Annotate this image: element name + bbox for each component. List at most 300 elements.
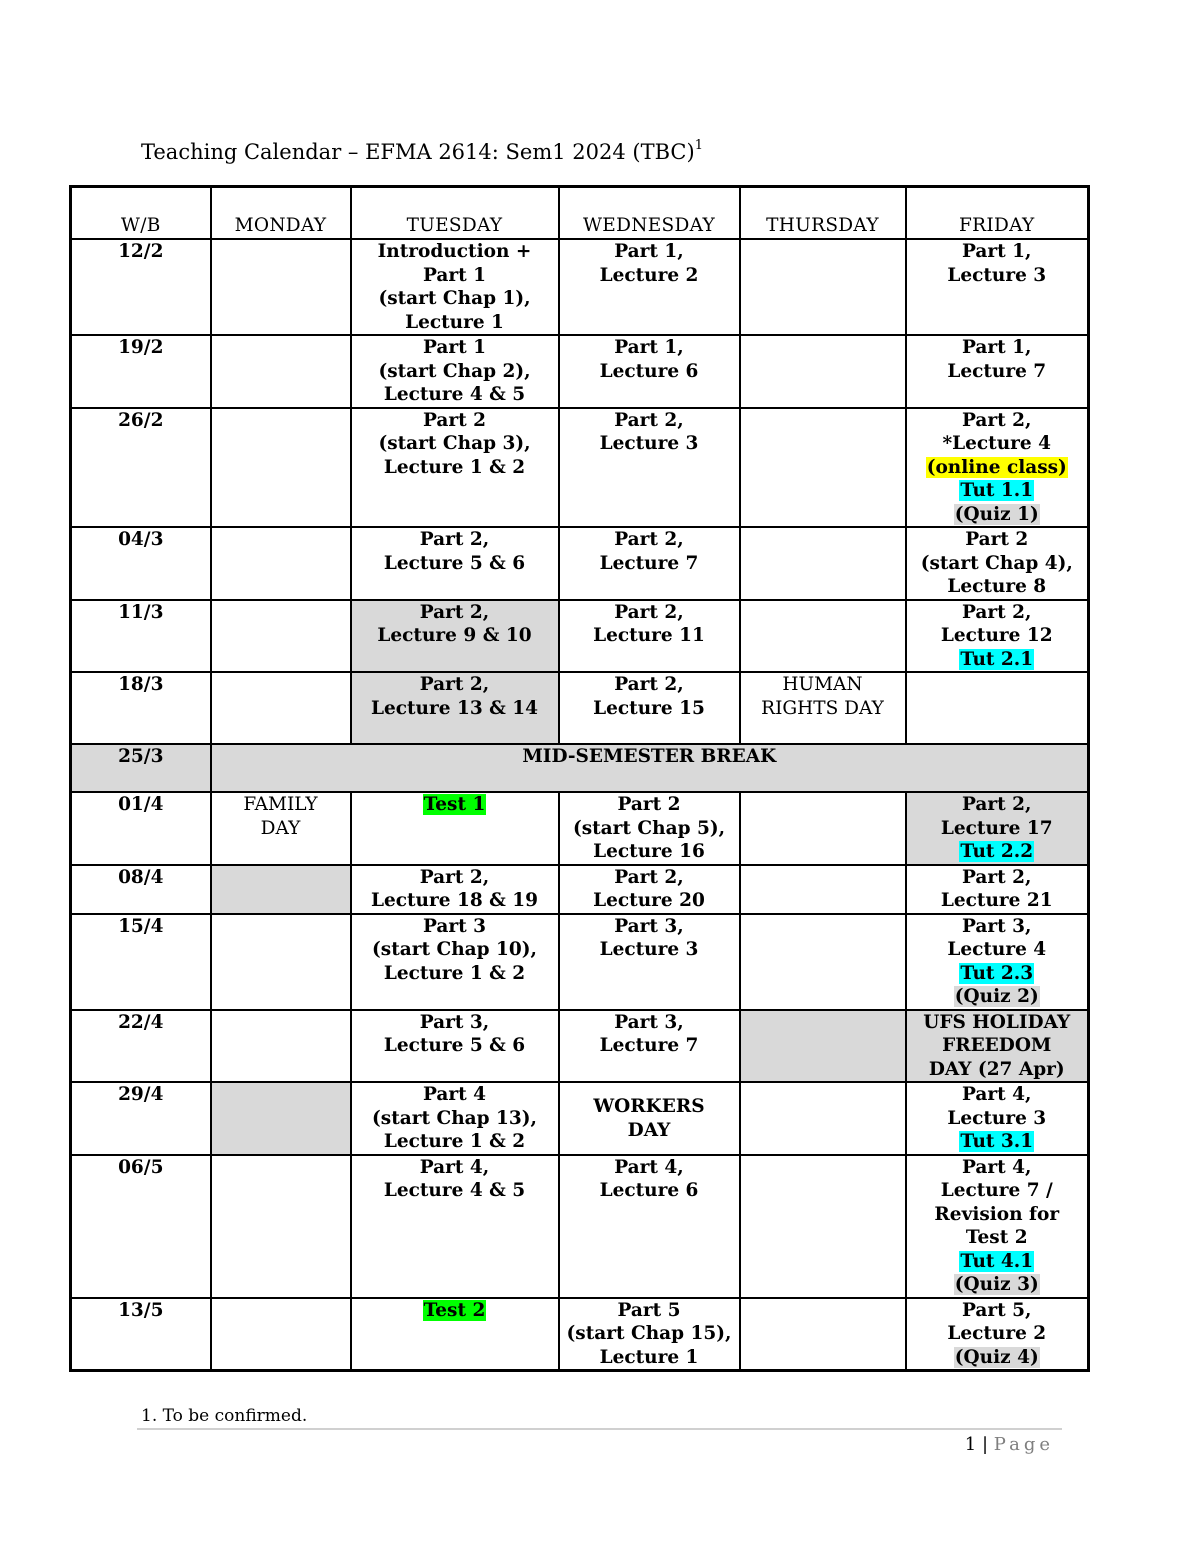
- entry-line: [562, 552, 737, 576]
- entry-line: [354, 866, 556, 890]
- day-cell-mon: [211, 1298, 351, 1371]
- entry-line: [909, 889, 1086, 913]
- day-cell-fri: [906, 1010, 1089, 1083]
- header-row: [71, 187, 1089, 240]
- highlighted-entry: (Quiz 1): [954, 503, 1039, 525]
- entry-text: Lecture 5 & 6: [383, 1035, 526, 1056]
- day-cell-thu: [740, 865, 906, 914]
- entry-line: [909, 1058, 1086, 1082]
- entry-line: [562, 889, 737, 913]
- week-start-cell: 13/5: [71, 1298, 211, 1371]
- entry-text: Part 1,: [614, 241, 684, 262]
- entry-line: [562, 1179, 737, 1203]
- day-cell-fri: [906, 600, 1089, 673]
- table-row: [71, 408, 1089, 528]
- day-cell-mon: [211, 672, 351, 744]
- day-cell-tue: [351, 1082, 559, 1155]
- day-cell-wed: [559, 408, 740, 528]
- day-cell-thu: [740, 792, 906, 865]
- entry-line: [562, 1299, 737, 1323]
- entry-text: Lecture 4 & 5: [383, 1180, 526, 1201]
- entry-line: [214, 817, 348, 841]
- entry-text: FAMILY: [243, 794, 318, 815]
- day-cell-fri: [906, 1155, 1089, 1298]
- footer-rule: [137, 1428, 1062, 1430]
- entry-text: Revision for: [934, 1203, 1060, 1225]
- day-cell-fri: [906, 408, 1089, 528]
- entry-text: Part 2,: [962, 866, 1032, 888]
- entry-line: [354, 240, 556, 264]
- week-start-cell: 06/5: [71, 1155, 211, 1298]
- document-title: [141, 140, 703, 164]
- entry-line: [909, 938, 1086, 962]
- entry-text: FREEDOM: [942, 1035, 1052, 1056]
- entry-line: [562, 1156, 737, 1180]
- entry-text: Lecture 1 & 2: [383, 456, 526, 478]
- entry-text: Lecture 16: [593, 841, 705, 862]
- entry-line: [562, 1011, 737, 1035]
- entry-line: [909, 240, 1086, 264]
- entry-text: Lecture 11: [593, 625, 705, 646]
- title-text: Teaching Calendar – EFMA 2614: Sem1 2024 (TBC): [141, 140, 695, 164]
- entry-line: [909, 575, 1086, 599]
- day-cell-thu: [740, 1082, 906, 1155]
- entry-text: Part 4,: [962, 1156, 1032, 1178]
- entry-line: [909, 962, 1086, 986]
- entry-text: Lecture 3: [599, 433, 699, 454]
- entry-text: Lecture 3: [947, 1107, 1047, 1129]
- entry-line: [562, 1095, 737, 1119]
- entry-line: [562, 697, 737, 721]
- entry-text: Lecture 13 & 14: [370, 697, 539, 719]
- table-row: [71, 239, 1089, 335]
- day-cell-fri: [906, 1082, 1089, 1155]
- entry-line: [354, 1130, 556, 1154]
- highlighted-entry: (Quiz 2): [954, 986, 1039, 1007]
- entry-text: Part 5,: [962, 1299, 1032, 1321]
- entry-text: Lecture 1 & 2: [383, 1131, 526, 1152]
- highlighted-entry: (Quiz 4): [954, 1346, 1039, 1368]
- day-cell-wed: [559, 600, 740, 673]
- day-cell-wed: [559, 865, 740, 914]
- entry-text: Part 4,: [419, 1156, 490, 1178]
- entry-line: [354, 793, 556, 817]
- entry-text: Part 3,: [962, 915, 1032, 937]
- mid-semester-break-cell: MID-SEMESTER BREAK: [211, 744, 1089, 792]
- entry-line: [562, 360, 737, 384]
- entry-text: Test 2: [965, 1227, 1028, 1248]
- entry-text: Part 2: [422, 409, 486, 431]
- day-cell-thu: [740, 408, 906, 528]
- entry-line: [562, 1346, 737, 1370]
- day-cell-thu: [740, 914, 906, 1010]
- entry-text: Lecture 18 & 19: [370, 890, 539, 911]
- entry-line: [562, 866, 737, 890]
- entry-line: [909, 915, 1086, 939]
- entry-line: [909, 1130, 1086, 1154]
- day-cell-fri: [906, 914, 1089, 1010]
- entry-text: Lecture 4: [947, 939, 1047, 960]
- entry-text: Lecture 6: [599, 1180, 699, 1201]
- entry-text: (start Chap 1),: [378, 288, 531, 309]
- week-start-cell: 12/2: [71, 239, 211, 335]
- entry-line: [562, 793, 737, 817]
- entry-line: [909, 479, 1086, 503]
- entry-text: DAY: [627, 1119, 671, 1141]
- day-cell-fri: [906, 672, 1089, 744]
- entry-text: Part 4: [422, 1084, 486, 1105]
- col-header-wednesday: WEDNESDAY: [559, 187, 740, 240]
- entry-text: Lecture 8: [947, 576, 1047, 597]
- day-cell-thu: [740, 672, 906, 744]
- day-cell-wed: [559, 335, 740, 408]
- entry-line: [562, 938, 737, 962]
- page-number: [965, 1434, 1054, 1455]
- entry-text: WORKERS: [593, 1096, 705, 1117]
- entry-text: HUMAN: [782, 674, 863, 695]
- entry-line: [562, 840, 737, 864]
- week-start-cell: 22/4: [71, 1010, 211, 1083]
- day-cell-wed: [559, 239, 740, 335]
- entry-line: [354, 287, 556, 311]
- day-cell-thu: [740, 527, 906, 600]
- day-cell-tue: [351, 239, 559, 335]
- table-row: [71, 744, 1089, 792]
- entry-text: Lecture 7 /: [940, 1180, 1053, 1201]
- entry-line: [562, 1119, 737, 1143]
- entry-text: Part 1,: [962, 241, 1032, 262]
- table-row: [71, 1298, 1089, 1371]
- entry-line: [909, 1226, 1086, 1250]
- page-separator: |: [981, 1434, 989, 1455]
- day-cell-mon: [211, 792, 351, 865]
- entry-line: [354, 1083, 556, 1107]
- entry-line: [909, 552, 1086, 576]
- entry-text: Part 1,: [962, 337, 1032, 358]
- entry-line: [909, 1179, 1086, 1203]
- week-start-cell: 11/3: [71, 600, 211, 673]
- week-start-cell: 29/4: [71, 1082, 211, 1155]
- day-cell-wed: [559, 914, 740, 1010]
- entry-line: [354, 601, 556, 625]
- entry-line: [354, 915, 556, 939]
- table-row: [71, 865, 1089, 914]
- day-cell-tue: [351, 600, 559, 673]
- teaching-calendar-table: [69, 185, 1090, 1372]
- entry-text: Part 4,: [962, 1084, 1032, 1105]
- entry-line: [909, 1203, 1086, 1227]
- day-cell-mon: [211, 1010, 351, 1083]
- entry-line: [354, 697, 556, 721]
- entry-line: [909, 866, 1086, 890]
- entry-line: [354, 552, 556, 576]
- day-cell-fri: [906, 527, 1089, 600]
- week-start-cell: 26/2: [71, 408, 211, 528]
- entry-text: Lecture 20: [593, 890, 705, 911]
- entry-text: *Lecture 4: [942, 433, 1052, 454]
- entry-line: [354, 1179, 556, 1203]
- entry-line: [909, 1299, 1086, 1323]
- footnote-ref: 1: [694, 138, 703, 153]
- day-cell-mon: [211, 865, 351, 914]
- entry-line: [354, 264, 556, 288]
- entry-text: DAY: [260, 817, 301, 839]
- week-start-cell: 18/3: [71, 672, 211, 744]
- entry-text: Lecture 2: [947, 1323, 1047, 1344]
- entry-text: Part 2,: [614, 601, 684, 623]
- entry-text: Part 2,: [419, 529, 490, 550]
- entry-line: [909, 409, 1086, 433]
- entry-line: [354, 528, 556, 552]
- week-start-cell: 01/4: [71, 792, 211, 865]
- entry-line: [909, 360, 1086, 384]
- entry-text: (start Chap 4),: [920, 552, 1073, 574]
- entry-text: Lecture 7: [599, 552, 699, 574]
- day-cell-tue: [351, 527, 559, 600]
- entry-line: [909, 1156, 1086, 1180]
- day-cell-thu: [740, 1155, 906, 1298]
- entry-line: [909, 432, 1086, 456]
- entry-line: [562, 817, 737, 841]
- entry-text: Part 5: [617, 1299, 681, 1321]
- entry-text: Lecture 9 & 10: [377, 625, 532, 646]
- entry-text: Part 2,: [614, 409, 684, 431]
- entry-line: [562, 528, 737, 552]
- entry-line: [354, 383, 556, 407]
- entry-line: [909, 1250, 1086, 1274]
- day-cell-tue: [351, 1155, 559, 1298]
- day-cell-tue: [351, 865, 559, 914]
- entry-line: [354, 624, 556, 648]
- col-header-wb: W/B: [71, 187, 211, 240]
- day-cell-mon: [211, 914, 351, 1010]
- day-cell-fri: [906, 335, 1089, 408]
- entry-line: [909, 1322, 1086, 1346]
- day-cell-mon: [211, 239, 351, 335]
- entry-text: Part 2,: [614, 866, 684, 888]
- entry-text: Part 2,: [419, 866, 490, 888]
- entry-line: [214, 793, 348, 817]
- entry-line: [562, 915, 737, 939]
- entry-text: Lecture 3: [947, 264, 1047, 286]
- entry-text: Part 3,: [419, 1011, 490, 1033]
- table-row: [71, 672, 1089, 744]
- entry-text: Part 2,: [962, 409, 1032, 431]
- week-start-cell: 19/2: [71, 335, 211, 408]
- entry-text: DAY (27 Apr): [928, 1058, 1065, 1080]
- entry-line: [354, 311, 556, 335]
- day-cell-tue: [351, 1010, 559, 1083]
- table-row: [71, 600, 1089, 673]
- day-cell-mon: [211, 335, 351, 408]
- table-row: [71, 527, 1089, 600]
- entry-text: (start Chap 2),: [378, 360, 531, 382]
- day-cell-wed: [559, 1010, 740, 1083]
- entry-text: Part 2,: [962, 601, 1032, 623]
- entry-text: Lecture 1 & 2: [383, 962, 526, 984]
- entry-text: Part 1: [422, 264, 486, 286]
- highlighted-entry: Tut 1.1: [960, 480, 1034, 501]
- entry-text: (start Chap 3),: [378, 433, 531, 454]
- entry-text: RIGHTS DAY: [761, 697, 884, 719]
- day-cell-mon: [211, 1155, 351, 1298]
- week-start-cell: 08/4: [71, 865, 211, 914]
- entry-line: [909, 840, 1086, 864]
- entry-line: [354, 1107, 556, 1131]
- entry-line: [354, 409, 556, 433]
- entry-line: [909, 624, 1086, 648]
- day-cell-wed: [559, 527, 740, 600]
- entry-line: [354, 360, 556, 384]
- entry-text: Lecture 21: [940, 890, 1053, 911]
- entry-text: Part 2,: [419, 601, 490, 623]
- entry-line: [562, 1034, 737, 1058]
- highlighted-entry: Tut 2.2: [960, 841, 1034, 862]
- entry-text: Lecture 15: [593, 697, 705, 719]
- day-cell-mon: [211, 1082, 351, 1155]
- day-cell-wed: [559, 1155, 740, 1298]
- entry-text: Part 4,: [614, 1156, 684, 1178]
- day-cell-thu: [740, 239, 906, 335]
- entry-line: [909, 264, 1086, 288]
- day-cell-thu: [740, 600, 906, 673]
- highlighted-entry: Test 1: [423, 794, 486, 815]
- entry-text: Part 1,: [614, 337, 684, 358]
- entry-line: [909, 1083, 1086, 1107]
- entry-line: [354, 1156, 556, 1180]
- entry-text: UFS HOLIDAY: [923, 1011, 1071, 1033]
- entry-text: Lecture 1: [405, 311, 504, 333]
- entry-line: [354, 1034, 556, 1058]
- entry-text: Part 2,: [962, 794, 1032, 815]
- day-cell-thu: [740, 1298, 906, 1371]
- day-cell-tue: [351, 335, 559, 408]
- entry-line: [354, 1299, 556, 1323]
- entry-text: Lecture 7: [947, 360, 1047, 382]
- highlighted-entry: (Quiz 3): [954, 1274, 1039, 1295]
- footnote: 1. To be confirmed.: [141, 1406, 308, 1426]
- entry-text: Lecture 7: [599, 1035, 699, 1056]
- entry-text: (start Chap 5),: [572, 817, 726, 839]
- week-start-cell: 15/4: [71, 914, 211, 1010]
- entry-text: Part 1: [422, 337, 486, 358]
- day-cell-tue: [351, 792, 559, 865]
- entry-line: [909, 1346, 1086, 1370]
- col-header-monday: MONDAY: [211, 187, 351, 240]
- table-row: [71, 1010, 1089, 1083]
- week-start-cell: 04/3: [71, 527, 211, 600]
- entry-line: [909, 503, 1086, 527]
- entry-text: Lecture 1: [599, 1346, 699, 1368]
- day-cell-wed: [559, 1082, 740, 1155]
- day-cell-fri: [906, 792, 1089, 865]
- entry-line: [562, 240, 737, 264]
- entry-text: Introduction +: [377, 241, 532, 262]
- entry-line: [562, 264, 737, 288]
- day-cell-fri: [906, 1298, 1089, 1371]
- page-label: Page: [993, 1434, 1054, 1455]
- entry-line: [909, 817, 1086, 841]
- entry-line: [743, 673, 903, 697]
- entry-text: Lecture 6: [599, 360, 699, 382]
- entry-text: Lecture 17: [940, 817, 1053, 839]
- entry-line: [354, 456, 556, 480]
- entry-text: Part 2,: [419, 674, 490, 695]
- entry-line: [909, 336, 1086, 360]
- entry-line: [562, 624, 737, 648]
- highlighted-entry: Tut 3.1: [960, 1131, 1034, 1152]
- table-row: [71, 335, 1089, 408]
- entry-line: [562, 336, 737, 360]
- entry-line: [562, 601, 737, 625]
- day-cell-mon: [211, 527, 351, 600]
- entry-line: [354, 336, 556, 360]
- day-cell-mon: [211, 600, 351, 673]
- entry-text: Part 3,: [614, 915, 684, 937]
- highlighted-entry: Tut 2.3: [960, 962, 1034, 984]
- table-row: [71, 792, 1089, 865]
- entry-line: [354, 938, 556, 962]
- entry-line: [562, 409, 737, 433]
- entry-text: Part 2: [617, 794, 681, 815]
- day-cell-wed: [559, 792, 740, 865]
- week-start-cell: 25/3: [71, 744, 211, 792]
- entry-line: [354, 962, 556, 986]
- entry-line: [909, 793, 1086, 817]
- entry-text: Part 2: [965, 529, 1029, 550]
- entry-line: [909, 1034, 1086, 1058]
- day-cell-mon: [211, 408, 351, 528]
- entry-text: Lecture 5 & 6: [383, 552, 526, 574]
- entry-text: Part 2,: [614, 674, 684, 695]
- day-cell-fri: [906, 239, 1089, 335]
- entry-line: [909, 601, 1086, 625]
- entry-line: [743, 697, 903, 721]
- entry-line: [354, 432, 556, 456]
- day-cell-thu: [740, 335, 906, 408]
- highlighted-entry: (online class): [926, 456, 1067, 478]
- day-cell-wed: [559, 672, 740, 744]
- entry-line: [354, 1011, 556, 1035]
- entry-line: [909, 456, 1086, 480]
- entry-line: [562, 673, 737, 697]
- entry-text: Lecture 4 & 5: [383, 384, 526, 405]
- entry-line: [562, 1322, 737, 1346]
- entry-text: Part 3: [422, 915, 486, 937]
- day-cell-fri: [906, 865, 1089, 914]
- entry-line: [562, 432, 737, 456]
- day-cell-thu: [740, 1010, 906, 1083]
- col-header-tuesday: TUESDAY: [351, 187, 559, 240]
- col-header-friday: FRIDAY: [906, 187, 1089, 240]
- col-header-thursday: THURSDAY: [740, 187, 906, 240]
- entry-line: [354, 889, 556, 913]
- entry-text: Part 2,: [614, 529, 684, 550]
- entry-text: Lecture 12: [940, 625, 1053, 646]
- table-row: [71, 1082, 1089, 1155]
- highlighted-entry: Tut 2.1: [960, 648, 1034, 670]
- day-cell-tue: [351, 672, 559, 744]
- entry-line: [909, 648, 1086, 672]
- entry-line: [354, 673, 556, 697]
- entry-text: (start Chap 15),: [566, 1323, 732, 1344]
- entry-text: Lecture 3: [599, 939, 699, 960]
- day-cell-tue: [351, 1298, 559, 1371]
- entry-text: Lecture 2: [599, 264, 699, 286]
- highlighted-entry: Tut 4.1: [960, 1250, 1034, 1272]
- table-row: [71, 914, 1089, 1010]
- entry-line: [909, 1107, 1086, 1131]
